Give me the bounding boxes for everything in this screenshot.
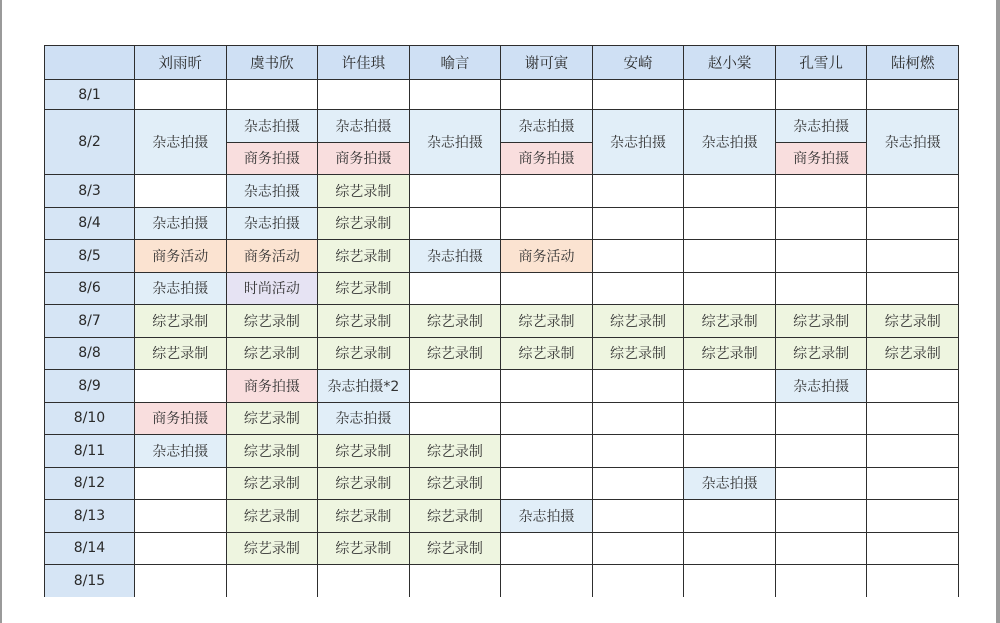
schedule-cell: 综艺录制 [227,305,319,338]
schedule-cell: 商务活动 [227,240,319,273]
schedule-cell: 综艺录制 [410,435,502,468]
date-cell: 8/3 [45,175,135,208]
schedule-cell: 综艺录制 [410,338,502,371]
schedule-cell: 综艺录制 [684,305,776,338]
empty-cell [867,370,959,403]
schedule-cell: 综艺录制 [867,305,959,338]
schedule-cell: 杂志拍摄 [227,175,319,208]
empty-cell [776,500,868,533]
empty-cell [684,208,776,241]
schedule-cell: 综艺录制 [227,468,319,501]
empty-cell [135,533,227,566]
schedule-table [44,45,959,597]
schedule-cell: 综艺录制 [867,338,959,371]
empty-cell [684,435,776,468]
empty-cell [867,533,959,566]
date-cell: 8/12 [45,468,135,501]
schedule-cell: 综艺录制 [501,305,593,338]
empty-cell [501,403,593,436]
schedule-cell: 商务拍摄 [227,143,319,176]
empty-cell [593,565,685,597]
empty-cell [501,435,593,468]
schedule-cell: 杂志拍摄*2 [318,370,410,403]
empty-cell [135,500,227,533]
empty-cell [684,273,776,306]
empty-cell [684,403,776,436]
empty-cell [135,370,227,403]
empty-cell [867,403,959,436]
empty-cell [593,175,685,208]
empty-cell [867,500,959,533]
schedule-cell: 综艺录制 [318,175,410,208]
empty-cell [501,175,593,208]
empty-cell [593,273,685,306]
empty-cell [776,403,868,436]
empty-cell [135,175,227,208]
schedule-cell: 综艺录制 [318,338,410,371]
empty-cell [501,370,593,403]
date-cell: 8/6 [45,273,135,306]
schedule-cell: 杂志拍摄 [227,208,319,241]
schedule-cell: 时尚活动 [227,273,319,306]
empty-cell [867,175,959,208]
date-cell: 8/8 [45,338,135,371]
empty-cell [593,468,685,501]
empty-cell [410,175,502,208]
schedule-cell: 综艺录制 [318,208,410,241]
date-cell: 8/2 [45,110,135,175]
empty-cell [776,565,868,597]
empty-cell [776,175,868,208]
empty-cell [593,80,685,110]
empty-cell [776,208,868,241]
date-cell: 8/14 [45,533,135,566]
frame-right-border [996,0,1000,623]
empty-cell [593,435,685,468]
empty-cell [867,468,959,501]
column-header: 谢可寅 [501,46,593,80]
empty-cell [867,273,959,306]
date-cell: 8/15 [45,565,135,597]
column-header: 喻言 [410,46,502,80]
empty-cell [318,80,410,110]
empty-cell [684,565,776,597]
schedule-cell: 综艺录制 [410,500,502,533]
empty-cell [776,240,868,273]
empty-cell [410,403,502,436]
date-cell: 8/11 [45,435,135,468]
schedule-cell: 杂志拍摄 [776,110,868,143]
empty-cell [135,565,227,597]
schedule-cell: 商务拍摄 [501,143,593,176]
empty-cell [593,403,685,436]
schedule-cell: 杂志拍摄 [684,468,776,501]
schedule-cell: 综艺录制 [135,338,227,371]
schedule-cell: 综艺录制 [318,500,410,533]
schedule-cell: 杂志拍摄 [410,240,502,273]
empty-cell [135,468,227,501]
frame-left-border [0,0,2,623]
header-corner [45,46,135,80]
schedule-cell: 综艺录制 [684,338,776,371]
schedule-cell: 杂志拍摄 [593,110,685,175]
schedule-cell: 综艺录制 [318,435,410,468]
column-header: 许佳琪 [318,46,410,80]
empty-cell [684,175,776,208]
empty-cell [227,80,319,110]
empty-cell [501,273,593,306]
schedule-cell: 杂志拍摄 [135,208,227,241]
schedule-cell: 综艺录制 [318,273,410,306]
empty-cell [684,370,776,403]
schedule-cell: 综艺录制 [593,305,685,338]
empty-cell [593,240,685,273]
empty-cell [776,468,868,501]
date-cell: 8/9 [45,370,135,403]
schedule-cell: 商务活动 [135,240,227,273]
schedule-cell: 杂志拍摄 [776,370,868,403]
column-header: 孔雪儿 [776,46,868,80]
empty-cell [318,565,410,597]
schedule-cell: 综艺录制 [318,305,410,338]
date-cell: 8/5 [45,240,135,273]
empty-cell [410,80,502,110]
empty-cell [684,533,776,566]
empty-cell [776,435,868,468]
empty-cell [776,80,868,110]
column-header: 陆柯燃 [867,46,959,80]
schedule-cell: 杂志拍摄 [684,110,776,175]
empty-cell [776,273,868,306]
schedule-cell: 综艺录制 [227,435,319,468]
date-cell: 8/7 [45,305,135,338]
schedule-cell: 杂志拍摄 [135,110,227,175]
column-header: 安崎 [593,46,685,80]
empty-cell [867,240,959,273]
empty-cell [867,435,959,468]
empty-cell [410,208,502,241]
empty-cell [501,468,593,501]
schedule-cell: 杂志拍摄 [227,110,319,143]
empty-cell [501,565,593,597]
empty-cell [684,500,776,533]
empty-cell [684,240,776,273]
empty-cell [867,565,959,597]
date-cell: 8/13 [45,500,135,533]
schedule-cell: 商务拍摄 [227,370,319,403]
schedule-cell: 综艺录制 [501,338,593,371]
empty-cell [593,533,685,566]
date-cell: 8/4 [45,208,135,241]
empty-cell [593,500,685,533]
schedule-cell: 综艺录制 [410,468,502,501]
column-header: 虞书欣 [227,46,319,80]
schedule-cell: 综艺录制 [318,533,410,566]
schedule-cell: 综艺录制 [135,305,227,338]
empty-cell [227,565,319,597]
schedule-cell: 综艺录制 [410,533,502,566]
empty-cell [867,208,959,241]
schedule-cell: 综艺录制 [227,533,319,566]
empty-cell [593,370,685,403]
column-header: 刘雨昕 [135,46,227,80]
schedule-cell: 杂志拍摄 [410,110,502,175]
schedule-cell: 杂志拍摄 [501,110,593,143]
empty-cell [593,208,685,241]
schedule-cell: 杂志拍摄 [318,110,410,143]
empty-cell [684,80,776,110]
schedule-cell: 杂志拍摄 [135,273,227,306]
schedule-cell: 商务活动 [501,240,593,273]
schedule-cell: 综艺录制 [410,305,502,338]
empty-cell [410,370,502,403]
empty-cell [867,80,959,110]
empty-cell [410,273,502,306]
empty-cell [776,533,868,566]
schedule-cell: 杂志拍摄 [318,403,410,436]
schedule-cell: 综艺录制 [776,338,868,371]
schedule-cell: 综艺录制 [318,240,410,273]
schedule-cell: 商务拍摄 [318,143,410,176]
schedule-cell: 杂志拍摄 [135,435,227,468]
empty-cell [410,565,502,597]
empty-cell [135,80,227,110]
date-cell: 8/1 [45,80,135,110]
empty-cell [501,533,593,566]
empty-cell [501,208,593,241]
schedule-cell: 综艺录制 [227,500,319,533]
empty-cell [501,80,593,110]
schedule-cell: 综艺录制 [227,338,319,371]
schedule-cell: 综艺录制 [593,338,685,371]
column-header: 赵小棠 [684,46,776,80]
schedule-cell: 杂志拍摄 [867,110,959,175]
schedule-cell: 商务拍摄 [135,403,227,436]
schedule-cell: 综艺录制 [227,403,319,436]
date-cell: 8/10 [45,403,135,436]
schedule-cell: 杂志拍摄 [501,500,593,533]
schedule-cell: 商务拍摄 [776,143,868,176]
schedule-cell: 综艺录制 [318,468,410,501]
schedule-cell: 综艺录制 [776,305,868,338]
